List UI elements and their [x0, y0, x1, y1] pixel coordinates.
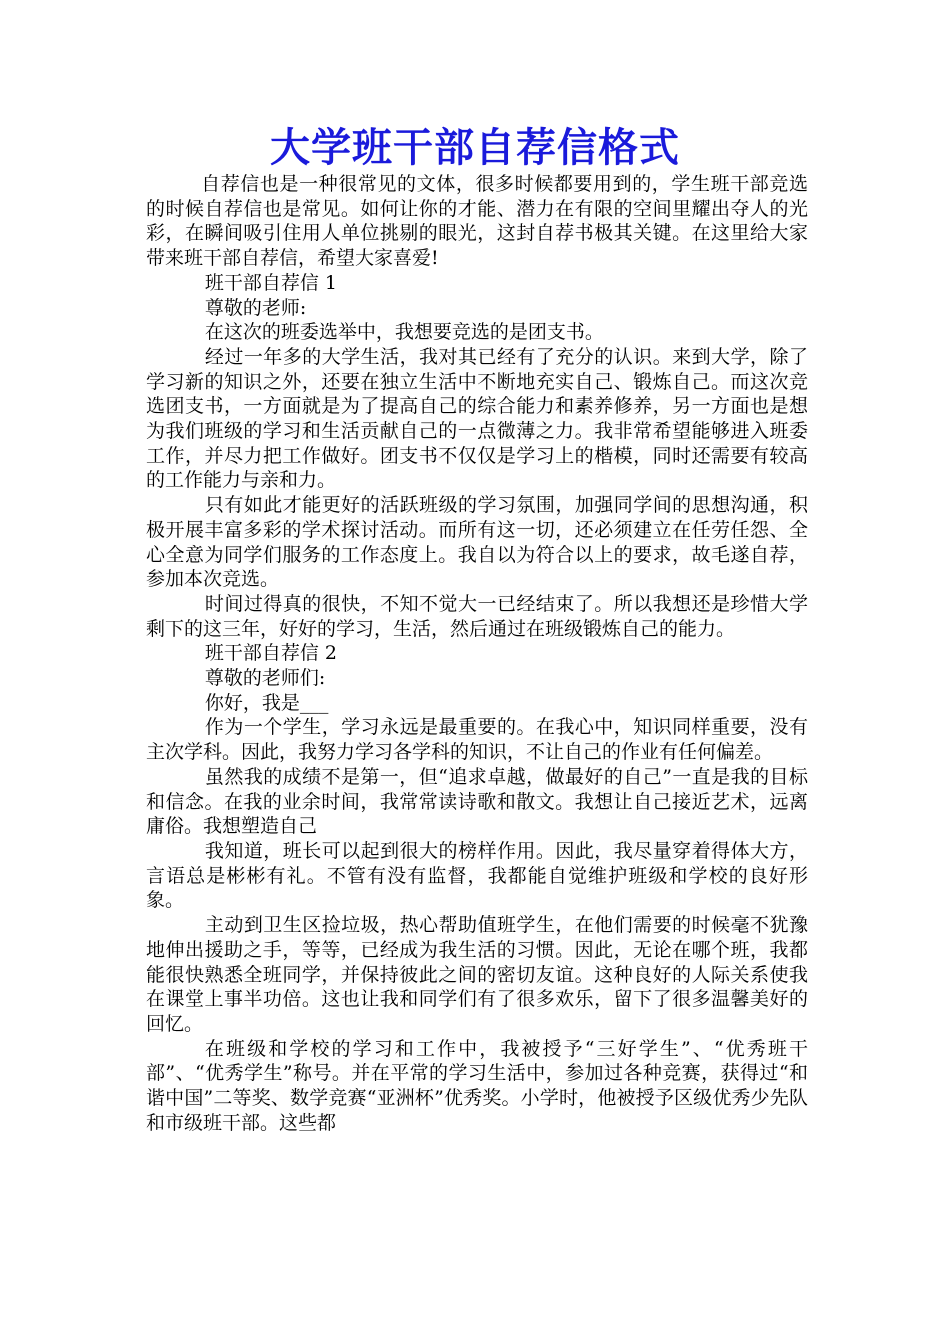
letter-2-paragraph: 在班级和学校的学习和工作中，我被授予“三好学生”、“优秀班干部”、“优秀学生”称号。并在平常的学习生活中，参加过各种竞赛，获得过“和谐中国”二等奖、数学竞赛“亚洲杯”优秀奖。小学时，他被授予区级优秀少先队和市级班干部。这些都 [146, 1037, 808, 1134]
letter-2-heading: 班干部自荐信 2 [204, 642, 338, 665]
letter-1-paragraph: 时间过得真的很快，不知不觉大一已经结束了。所以我想还是珍惜大学剩下的这三年，好好的学习，生活，然后通过在班级锻炼自己的能力。 [146, 592, 808, 640]
letter-2-paragraph: 我知道，班长可以起到很大的榜样作用。因此，我尽量穿着得体大方，言语总是彬彬有礼。不管有没有监督，我都能自觉维护班级和学校的良好形象。 [146, 839, 808, 912]
letter-1-paragraph: 经过一年多的大学生活，我对其已经有了充分的认识。来到大学，除了学习新的知识之外，还要在独立生活中不断地充实自己、锻炼自己。而这次竞选团支书，一方面就是为了提高自己的综合能力和素养修养，另一方面也是想为我们班级的学习和生活贡献自己的一点微薄之力。我非常希望能够进入班委工作，并尽力把工作做好。团支书不仅仅是学习上的楷模，同时还需要有较高的工作能力与亲和力。 [146, 345, 808, 492]
document-title: 大学班干部自荐信格式 [270, 125, 680, 171]
letter-2-paragraph: 主动到卫生区捡垃圾，热心帮助值班学生，在他们需要的时候毫不犹豫地伸出援助之手，等等，已经成为我生活的习惯。因此，无论在哪个班，我都能很快熟悉全班同学，并保持彼此之间的密切友谊。这种良好的人际关系使我在课堂上事半功倍。这也让我和同学们有了很多欢乐，留下了很多温馨美好的回忆。 [146, 914, 808, 1035]
letter-1-heading: 班干部自荐信 1 [204, 271, 338, 294]
document-body [146, 172, 808, 1135]
letter-2-greeting: 你好，我是___ [204, 691, 329, 714]
letter-2-paragraph: 虽然我的成绩不是第一，但“追求卓越，做最好的自己”一直是我的目标和信念。在我的业余时间，我常常读诗歌和散文。我想让自己接近艺术，远离庸俗。我想塑造自己 [146, 765, 808, 838]
paragraph-intro: 自荐信也是一种很常见的文体，很多时候都要用到的，学生班干部竞选的时候自荐信也是常见。如何让你的才能、潜力在有限的空间里耀出夺人的光彩，在瞬间吸引住用人单位挑剔的眼光，这封自荐书极其关键。在这里给大家带来班干部自荐信，希望大家喜爱! [146, 173, 808, 270]
letter-2-salutation: 尊敬的老师们: [204, 667, 326, 690]
letter-2-paragraph: 作为一个学生，学习永远是最重要的。在我心中，知识同样重要，没有主次学科。因此，我努力学习各学科的知识，不让自己的作业有任何偏差。 [146, 716, 808, 764]
letter-1-paragraph: 只有如此才能更好的活跃班级的学习氛围，加强同学间的思想沟通，积极开展丰富多彩的学术探讨活动。而所有这一切，还必须建立在任劳任怨、全心全意为同学们服务的工作态度上。我自以为符合以上的要求，故毛遂自荐，参加本次竞选。 [146, 494, 808, 591]
letter-1-paragraph: 在这次的班委选举中，我想要竞选的是团支书。 [204, 321, 604, 344]
letter-1-salutation: 尊敬的老师: [204, 296, 307, 319]
